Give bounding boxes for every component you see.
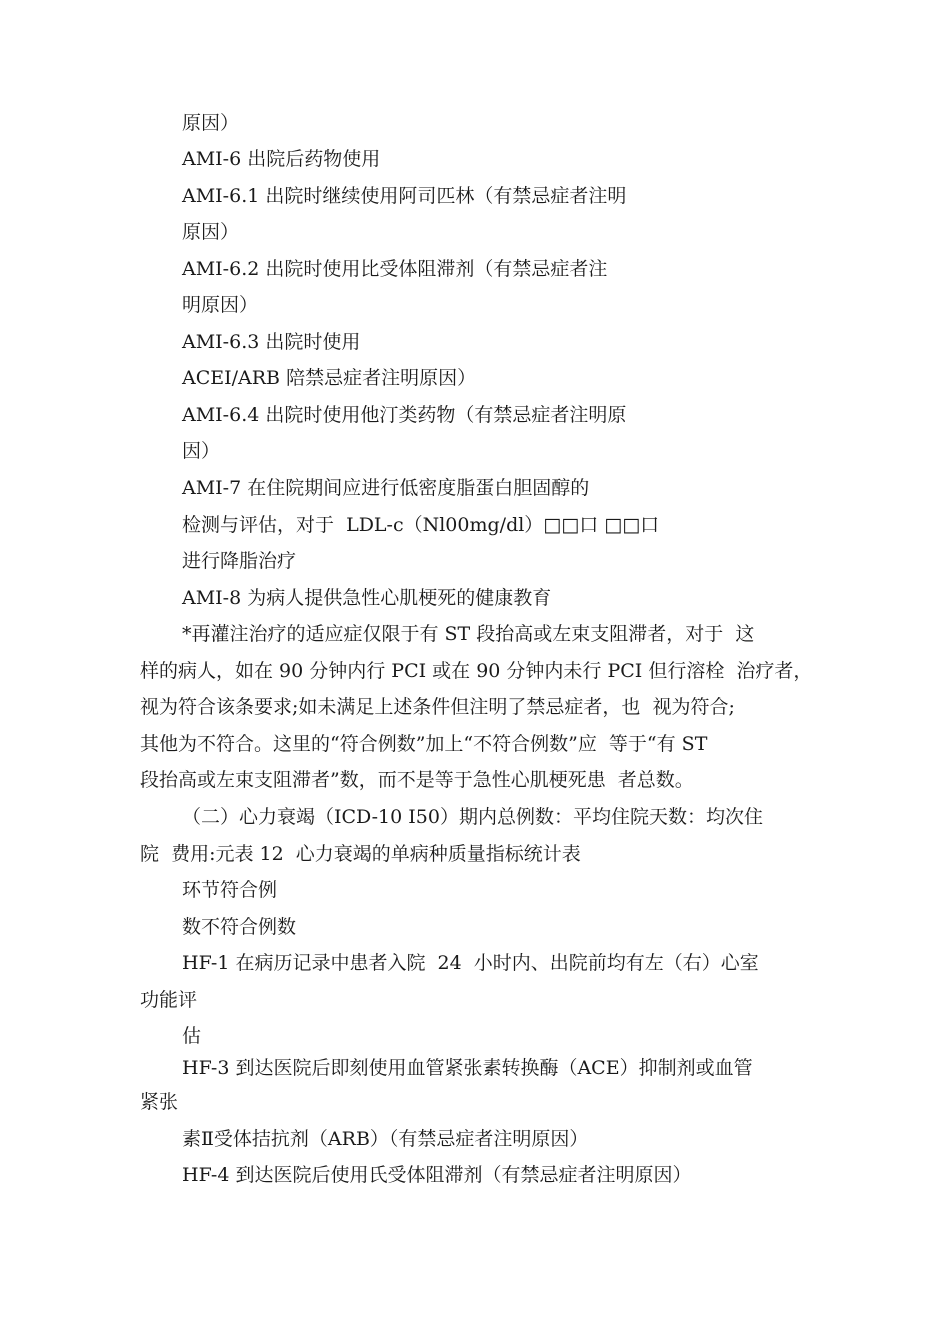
- note-line: 样的病人，如在 90 分钟内行 PCI 或在 90 分钟内未行 PCI 但行溶栓 治疗者，: [140, 660, 813, 682]
- hf-line: HF-1 在病历记录中患者入院 24 小时内、出院前均有左（右）心室: [182, 952, 759, 974]
- note-line: 段抬高或左束支阻滞者”数，而不是等于急性心肌梗死患 者总数。: [140, 769, 694, 791]
- text-line: 原因）: [182, 221, 240, 243]
- text-line: AMI-6.3 出院时使用: [182, 331, 361, 353]
- text-line: AMI-8 为病人提供急性心肌梗死的健康教育: [182, 587, 552, 609]
- text-line: ACEI/ARB 陪禁忌症者注明原因）: [182, 367, 477, 389]
- note-line: 视为符合该条要求;如未满足上述条件但注明了禁忌症者，也 视为符合;: [140, 696, 735, 718]
- text-line: 因）: [182, 440, 221, 462]
- table-header-cell: 数不符合例数: [182, 916, 297, 938]
- text-line: AMI-6.1 出院时继续使用阿司匹林（有禁忌症者注明: [182, 185, 627, 207]
- hf-line: 紧张: [140, 1091, 179, 1113]
- hf-line: 功能评: [140, 989, 198, 1011]
- table-header-cell: 环节符合例: [182, 879, 278, 901]
- text-line: 检测与评估，对于 LDL-c（Nl00mg/dl）□□口 □□口: [182, 514, 660, 536]
- section-heading-line: （二）心力衰竭（ICD-10 I50）期内总例数：平均住院天数：均次住: [182, 806, 763, 828]
- text-line: 原因）: [182, 112, 240, 134]
- note-line: *再灌注治疗的适应症仅限于有 ST 段抬高或左束支阻滞者，对于 这: [182, 623, 755, 645]
- text-line: AMI-6.2 出院时使用比受体阻滞剂（有禁忌症者注: [182, 258, 608, 280]
- note-line: 其他为不符合。这里的“符合例数”加上“不符合例数”应 等于“有 ST: [140, 733, 708, 755]
- section-heading-line: 院 费用:元表 12 心力衰竭的单病种质量指标统计表: [140, 843, 581, 865]
- hf-line: 素Ⅱ受体拮抗剂（ARB）（有禁忌症者注明原因）: [182, 1128, 589, 1150]
- hf-line: HF-4 到达医院后使用氏受体阻滞剂（有禁忌症者注明原因）: [182, 1164, 692, 1186]
- text-line: 进行降脂治疗: [182, 550, 297, 572]
- text-line: AMI-6 出院后药物使用: [182, 148, 381, 170]
- hf-line: HF-3 到达医院后即刻使用血管紧张素转换酶（ACE）抑制剂或血管: [182, 1057, 753, 1079]
- text-line: 明原因）: [182, 294, 259, 316]
- text-line: AMI-6.4 出院时使用他汀类药物（有禁忌症者注明原: [182, 404, 627, 426]
- hf-line: 估: [182, 1025, 202, 1047]
- text-line: AMI-7 在住院期间应进行低密度脂蛋白胆固醇的: [182, 477, 590, 499]
